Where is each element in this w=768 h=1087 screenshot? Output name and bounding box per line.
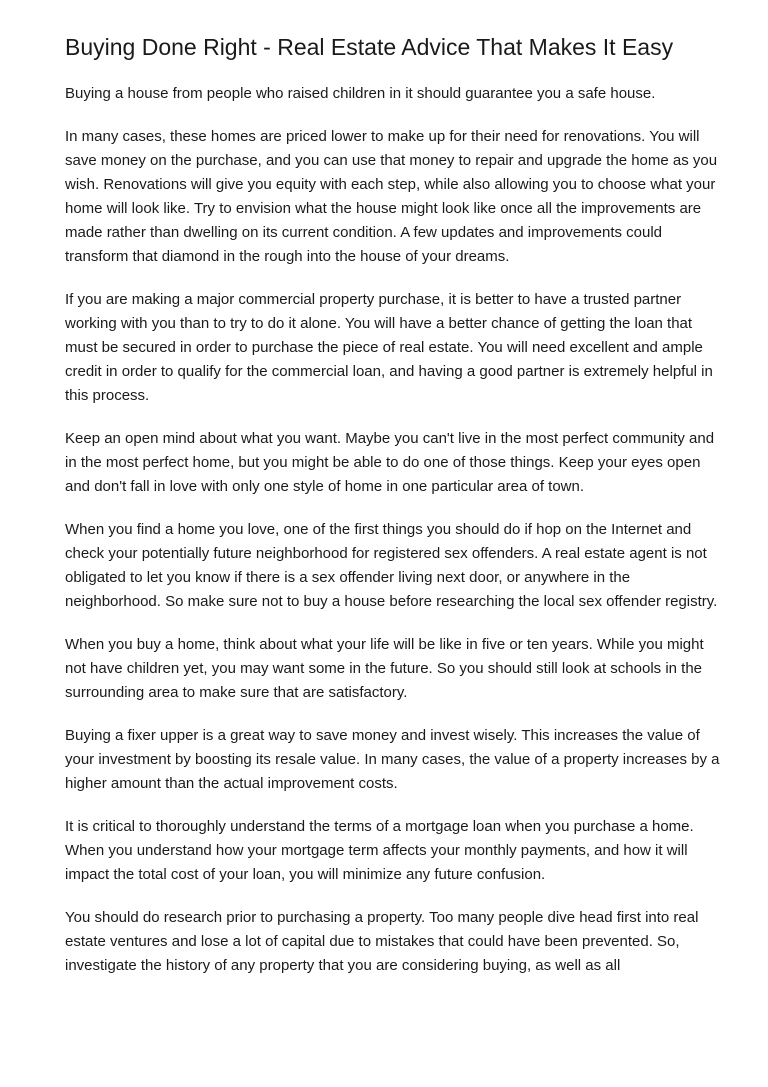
paragraph-research: You should do research prior to purchasing a property. Too many people dive head first into real estate ventures and lose a lot of capital due to mistakes that could have been prevented. So, investigate the history of any property that you are considering buying, as well as all [65,909,699,974]
document-title: Buying Done Right - Real Estate Advice That Makes It Easy [65,34,674,60]
paragraph-safe-house: Buying a house from people who raised children in it should guarantee you a safe house. [65,85,656,102]
paragraph-open-mind: Keep an open mind about what you want. Maybe you can't live in the most perfect community and in the most perfect home, but you might be able to do one of those things. Keep your eyes open and don't fall in love with only one style of home in one particular area of town. [65,430,715,495]
paragraph-renovations: In many cases, these homes are priced lower to make up for their need for renovations. You will save money on the purchase, and you can use that money to repair and upgrade the home as you wish. Renovations will give you equity with each step, while also allowing you to choose what your home will look like. Try to envision what the house might look like once all the improvements are made rather than dwelling on its current condition. A few updates and improvements could transform that diamond in the rough into the house of your dreams. [65,128,718,265]
paragraph-sex-offender-registry: When you find a home you love, one of the first things you should do if hop on the Internet and check your potentially future neighborhood for registered sex offenders. A real estate agent is not obligated to let you know if there is a sex offender living next door, or anywhere in the neighborhood. So make sure not to buy a house before researching the local sex offender registry. [65,521,718,610]
paragraph-fixer-upper: Buying a fixer upper is a great way to save money and invest wisely. This increases the value of your investment by boosting its resale value. In many cases, the value of a property increases by a higher amount than the actual improvement costs. [65,727,720,792]
paragraph-commercial-partner: If you are making a major commercial property purchase, it is better to have a trusted partner working with you than to try to do it alone. You will have a better chance of getting the loan that must be secured in order to purchase the piece of real estate. You will need excellent and ample credit in order to qualify for the commercial loan, and having a good partner is extremely helpful in this process. [65,291,713,404]
paragraph-mortgage-terms: It is critical to thoroughly understand the terms of a mortgage loan when you purchase a home. When you understand how your mortgage term affects your monthly payments, and how it will impact the total cost of your loan, you will minimize any future confusion. [65,818,694,883]
paragraph-future-schools: When you buy a home, think about what your life will be like in five or ten years. While you might not have children yet, you may want some in the future. So you should still look at schools in the surrounding area to make sure that are satisfactory. [65,636,704,701]
